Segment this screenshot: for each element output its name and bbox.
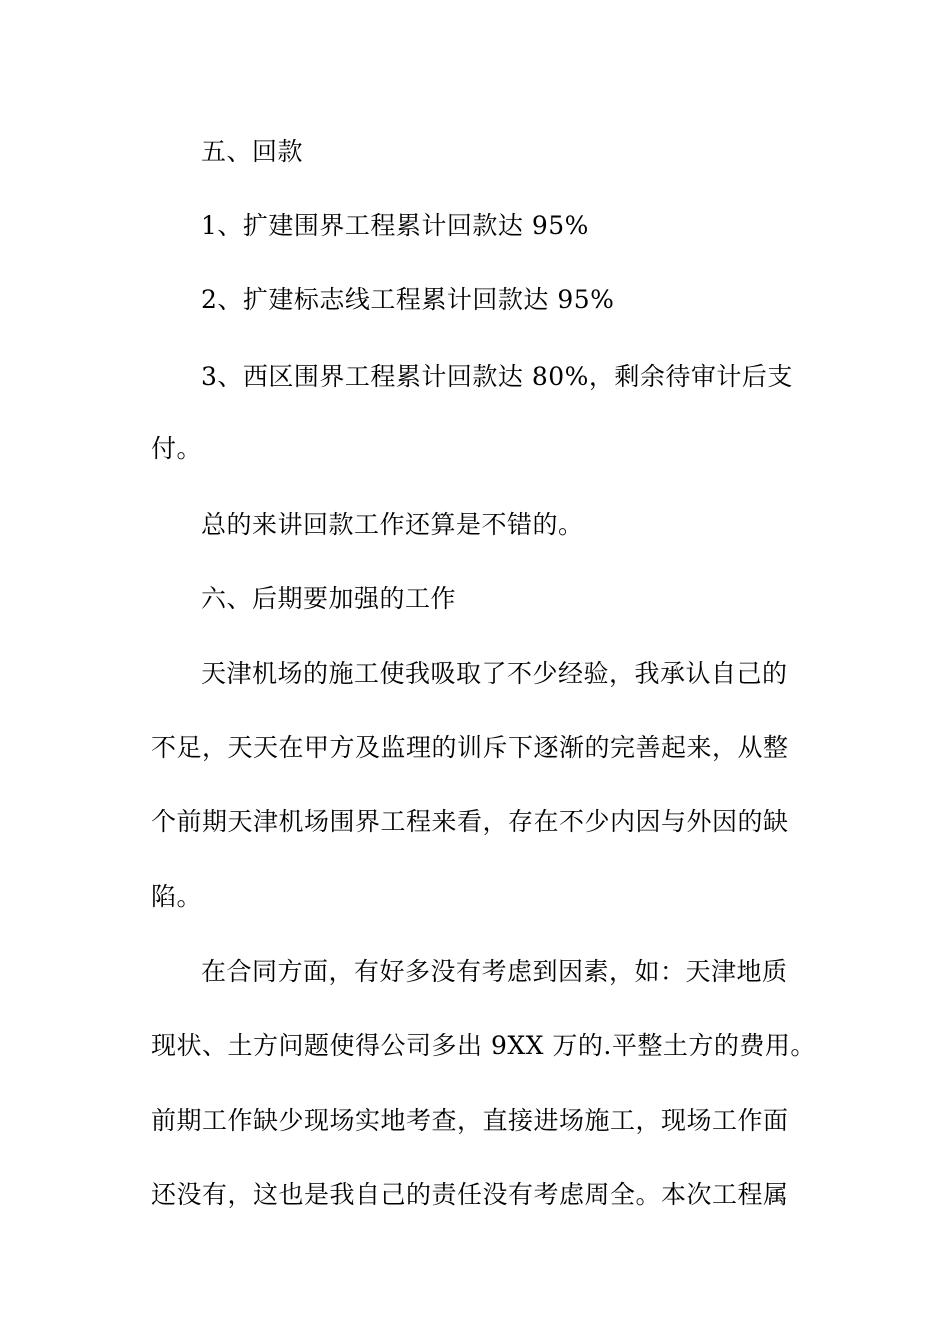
paragraph-line: 现状、土方问题使得公司多出 9XX 万的.平整土方的费用。 xyxy=(151,1031,816,1060)
section-heading-payment: 五、回款 xyxy=(201,137,304,166)
paragraph-line: 在合同方面，有好多没有考虑到因素，如：天津地质 xyxy=(201,957,788,986)
payment-item-2: 2、扩建标志线工程累计回款达 95% xyxy=(201,285,615,314)
payment-summary: 总的来讲回款工作还算是不错的。 xyxy=(201,510,584,539)
paragraph-line: 不足，天天在甲方及监理的训斥下逐渐的完善起来，从整 xyxy=(151,733,789,762)
paragraph-line: 陷。 xyxy=(151,882,203,911)
paragraph-line: 天津机场的施工使我吸取了不少经验，我承认自己的 xyxy=(201,659,788,688)
paragraph-line: 还没有，这也是我自己的责任没有考虑周全。本次工程属 xyxy=(151,1180,789,1209)
paragraph-line: 前期工作缺少现场实地考查，直接进场施工，现场工作面 xyxy=(151,1106,789,1135)
payment-item-3-continued: 付。 xyxy=(151,434,203,463)
payment-item-3: 3、西区围界工程累计回款达 80%，剩余待审计后支 xyxy=(201,362,793,391)
payment-item-1: 1、扩建围界工程累计回款达 95% xyxy=(201,211,589,240)
paragraph-line: 个前期天津机场围界工程来看，存在不少内因与外因的缺 xyxy=(151,807,789,836)
section-heading-improvements: 六、后期要加强的工作 xyxy=(201,584,457,613)
